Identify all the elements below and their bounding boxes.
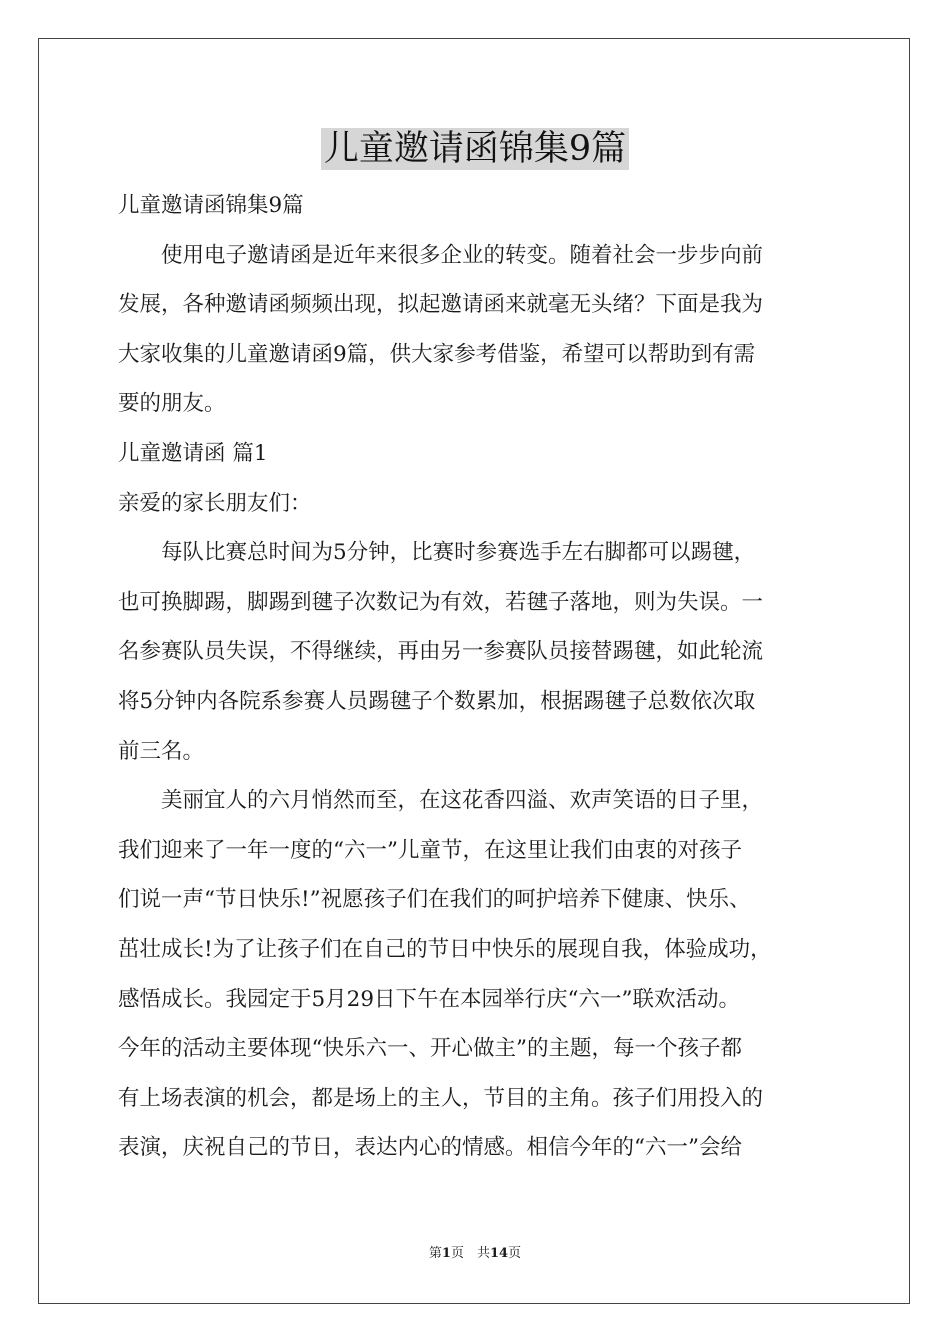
paragraph-line: 今年的活动主要体现“快乐六一、开心做主”的主题，每一个孩子都 (118, 1036, 742, 1062)
paragraph-line: 大家收集的儿童邀请函9篇，供大家参考借鉴，希望可以帮助到有需 (118, 341, 756, 367)
page-footer (0, 1245, 950, 1263)
paragraph-line: 使用电子邀请函是近年来很多企业的转变。随着社会一步步向前 (118, 242, 764, 268)
paragraph-line: 前三名。 (118, 738, 205, 764)
paragraph-line: 茁壮成长!为了让孩子们在自己的节日中快乐的展现自我，体验成功， (118, 936, 772, 962)
page-current: 1 (441, 1246, 451, 1261)
page-suffix: 页 (508, 1246, 522, 1261)
greeting-line: 亲爱的家长朋友们： (118, 490, 312, 516)
document-body (118, 181, 858, 1173)
paragraph-line: 名参赛队员失误，不得继续，再由另一参赛队员接替踢毽，如此轮流 (118, 639, 764, 665)
page-mid: 页 共 (450, 1246, 490, 1261)
paragraph-line: 表演，庆祝自己的节日，表达内心的情感。相信今年的“六一”会给 (118, 1135, 742, 1161)
paragraph-line: 美丽宜人的六月悄然而至，在这花香四溢、欢声笑语的日子里， (118, 788, 764, 814)
title-area (0, 128, 950, 170)
subtitle-line: 儿童邀请函锦集9篇 (118, 193, 304, 218)
paragraph-line: 有上场表演的机会，都是场上的主人，节目的主角。孩子们用投入的 (118, 1085, 764, 1111)
section-heading: 儿童邀请函 篇1 (118, 440, 268, 466)
paragraph-line: 发展，各种邀请函频频出现，拟起邀请函来就毫无头绪？下面是我为 (118, 292, 764, 318)
paragraph-line: 感悟成长。我园定于5月29日下午在本园举行庆“六一”联欢活动。 (118, 986, 741, 1012)
page-prefix: 第 (428, 1246, 442, 1261)
paragraph-line: 将5分钟内各院系参赛人员踢毽子个数累加，根据踢毽子总数依次取 (118, 688, 756, 714)
paragraph-line: 每队比赛总时间为5分钟，比赛时参赛选手左右脚都可以踢毽， (118, 540, 756, 566)
page-total: 14 (489, 1246, 509, 1261)
paragraph-line: 也可换脚踢，脚踢到毽子次数记为有效，若毽子落地，则为失误。一 (118, 589, 764, 615)
paragraph-line: 我们迎来了一年一度的“六一”儿童节，在这里让我们由衷的对孩子 (118, 837, 742, 863)
paragraph-line: 要的朋友。 (118, 391, 226, 417)
paragraph-line: 们说一声“节日快乐!”祝愿孩子们在我们的呵护培养下健康、快乐、 (118, 887, 751, 913)
document-title: 儿童邀请函锦集9篇 (321, 128, 629, 170)
